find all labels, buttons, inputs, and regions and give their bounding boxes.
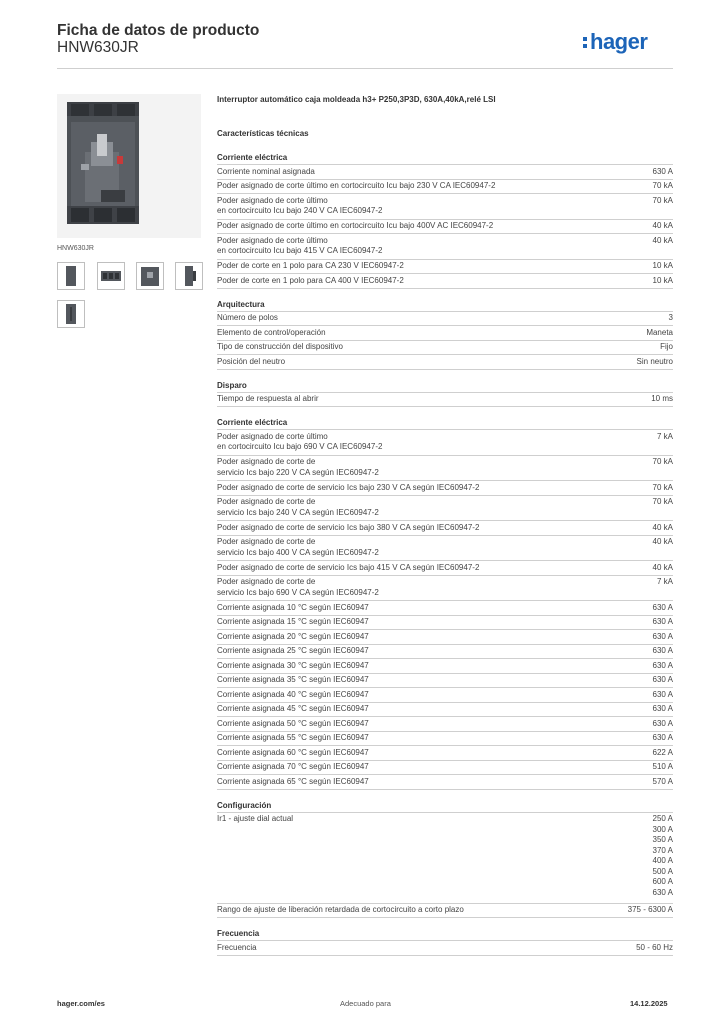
spec-label: Poder asignado de corte último en cortocircuito Icu bajo 415 V CA IEC60947-2	[217, 235, 383, 255]
spec-value: 510 A	[652, 762, 673, 771]
spec-label: Corriente asignada 10 °C según IEC60947	[217, 602, 369, 612]
spec-label: Poder asignado de corte último en cortocircuito Icu bajo 690 V CA IEC60947-2	[217, 431, 383, 451]
spec-value: 70 kA	[652, 457, 673, 466]
spec-label: Corriente asignada 55 °C según IEC60947	[217, 733, 369, 742]
spec-label: Poder asignado de corte último en cortocircuito Icu bajo 230 V CA IEC60947-2	[217, 181, 496, 190]
spec-label: Poder asignado de corte de servicio Ics bajo 415 V CA según IEC60947-2	[217, 562, 480, 572]
section-title: Corriente eléctrica	[217, 417, 673, 430]
spec-label: Tipo de construcción del dispositivo	[217, 342, 343, 351]
logo-dots-icon	[583, 37, 587, 48]
photo-caption: HNW630JR	[57, 245, 94, 252]
spec-value: 630 A	[652, 689, 673, 699]
spec-row	[217, 659, 673, 674]
spec-row	[217, 430, 673, 456]
spec-row	[217, 576, 673, 602]
spec-label: Corriente asignada 15 °C según IEC60947	[217, 617, 369, 626]
spec-row	[217, 355, 673, 370]
spec-row	[217, 481, 673, 496]
spec-value: 375 - 6300 A	[627, 905, 673, 914]
spec-value: 40 kA	[652, 522, 673, 532]
spec-section	[217, 380, 673, 408]
spec-row	[217, 220, 673, 235]
thumbnail-back[interactable]	[57, 300, 85, 328]
spec-value: 250 A 300 A 350 A 370 A 400 A 500 A 600 A 630 A	[652, 814, 673, 897]
spec-value: 570 A	[652, 776, 673, 786]
thumbnail-side-angle[interactable]	[175, 262, 203, 290]
logo-text: hager	[590, 29, 648, 54]
spec-label: Poder asignado de corte último en cortocircuito Icu bajo 400V AC IEC60947-2	[217, 221, 494, 230]
spec-value: 70 kA	[652, 497, 673, 506]
spec-value: 70 kA	[652, 482, 673, 492]
spec-value: Sin neutro	[636, 356, 673, 366]
spec-label: Poder de corte en 1 polo para CA 400 V IEC60947-2	[217, 275, 404, 285]
spec-row	[217, 688, 673, 703]
spec-row	[217, 165, 673, 180]
spec-label: Frecuencia	[217, 942, 257, 952]
spec-label: Poder asignado de corte de servicio Ics bajo 380 V CA según IEC60947-2	[217, 522, 480, 532]
spec-row	[217, 703, 673, 718]
spec-section	[217, 417, 673, 790]
spec-row	[217, 630, 673, 645]
section-title: Arquitectura	[217, 299, 673, 312]
spec-value: 630 A	[652, 733, 673, 742]
spec-label: Corriente asignada 40 °C según IEC60947	[217, 689, 369, 699]
spec-row	[217, 496, 673, 522]
spec-label: Elemento de control/operación	[217, 327, 326, 337]
spec-row	[217, 561, 673, 576]
spec-row	[217, 194, 673, 220]
spec-value: 7 kA	[656, 431, 673, 441]
spec-row	[217, 234, 673, 260]
spec-label: Corriente asignada 50 °C según IEC60947	[217, 718, 369, 728]
spec-value: 10 ms	[651, 394, 673, 403]
spec-section	[217, 299, 673, 370]
spec-value: 70 kA	[652, 195, 673, 205]
spec-section	[217, 152, 673, 289]
spec-value: 630 A	[652, 660, 673, 670]
spec-row	[217, 941, 673, 956]
spec-value: Fijo	[660, 342, 673, 351]
spec-label: Número de polos	[217, 313, 278, 322]
thumbnail-side[interactable]	[57, 262, 85, 290]
spec-content	[217, 94, 673, 956]
spec-label: Tiempo de respuesta al abrir	[217, 394, 319, 403]
thumbnail-front[interactable]	[136, 262, 164, 290]
spec-label: Poder asignado de corte de servicio Ics bajo 220 V CA según IEC60947-2	[217, 457, 379, 477]
thumbnail-top[interactable]	[97, 262, 125, 290]
spec-value: Maneta	[646, 327, 673, 337]
spec-row	[217, 645, 673, 660]
spec-row	[217, 326, 673, 341]
spec-label: Ir1 - ajuste dial actual	[217, 814, 294, 823]
spec-row	[217, 775, 673, 790]
section-title: Disparo	[217, 380, 673, 393]
spec-section	[217, 800, 673, 919]
spec-sections	[217, 152, 673, 956]
header-divider	[57, 68, 673, 69]
spec-row	[217, 674, 673, 689]
spec-label: Poder asignado de corte de servicio Ics bajo 690 V CA según IEC60947-2	[217, 577, 379, 597]
spec-label: Corriente asignada 20 °C según IEC60947	[217, 631, 369, 641]
spec-row	[217, 717, 673, 732]
spec-row	[217, 746, 673, 761]
spec-value: 3	[668, 313, 673, 322]
spec-row	[217, 341, 673, 356]
spec-label: Rango de ajuste de liberación retardada de cortocircuito a corto plazo	[217, 905, 464, 914]
section-title: Corriente eléctrica	[217, 152, 673, 165]
spec-row	[217, 521, 673, 536]
spec-label: Corriente asignada 45 °C según IEC60947	[217, 704, 369, 713]
spec-value: 10 kA	[652, 261, 673, 270]
section-title: Configuración	[217, 800, 673, 813]
product-photo	[57, 94, 201, 238]
spec-value: 622 A	[652, 747, 673, 757]
spec-value: 630 A	[652, 602, 673, 612]
spec-value: 40 kA	[652, 235, 673, 245]
technical-characteristics-title: Características técnicas	[217, 129, 309, 138]
spec-label: Corriente asignada 60 °C según IEC60947	[217, 747, 369, 757]
spec-label: Posición del neutro	[217, 356, 286, 366]
footer-date: 14.12.2025	[630, 999, 668, 1008]
spec-value: 7 kA	[656, 577, 673, 586]
spec-row	[217, 616, 673, 631]
section-title: Frecuencia	[217, 928, 673, 941]
spec-row	[217, 536, 673, 562]
spec-value: 630 A	[652, 166, 673, 176]
spec-label: Poder asignado de corte último en cortocircuito Icu bajo 240 V CA IEC60947-2	[217, 195, 383, 215]
spec-label: Corriente asignada 30 °C según IEC60947	[217, 660, 369, 670]
spec-label: Poder de corte en 1 polo para CA 230 V IEC60947-2	[217, 261, 404, 270]
spec-row	[217, 813, 673, 904]
product-description: Interruptor automático caja moldeada h3+ P250,3P3D, 630A,40kA,relé LSI	[217, 95, 496, 104]
spec-value: 10 kA	[652, 275, 673, 285]
spec-label: Corriente asignada 65 °C según IEC60947	[217, 776, 369, 786]
spec-value: 630 A	[652, 617, 673, 626]
spec-label: Poder asignado de corte de servicio Ics bajo 230 V CA según IEC60947-2	[217, 482, 480, 492]
spec-row	[217, 274, 673, 289]
spec-row	[217, 732, 673, 747]
spec-value: 630 A	[652, 631, 673, 641]
spec-label: Corriente asignada 35 °C según IEC60947	[217, 675, 369, 684]
footer-website: hager.com/es	[57, 999, 105, 1008]
spec-value: 630 A	[652, 646, 673, 655]
spec-value: 630 A	[652, 675, 673, 684]
spec-value: 630 A	[652, 704, 673, 713]
spec-value: 40 kA	[652, 221, 673, 230]
spec-value: 630 A	[652, 718, 673, 728]
spec-row	[217, 312, 673, 327]
spec-value: 40 kA	[652, 537, 673, 546]
hager-logo	[590, 29, 647, 55]
spec-row	[217, 761, 673, 776]
product-code: HNW630JR	[57, 39, 139, 56]
spec-row	[217, 393, 673, 408]
spec-label: Corriente asignada 70 °C según IEC60947	[217, 762, 369, 771]
footer-suitable-for: Adecuado para	[340, 999, 391, 1008]
spec-section	[217, 928, 673, 956]
spec-row	[217, 601, 673, 616]
spec-row	[217, 180, 673, 195]
spec-row	[217, 260, 673, 275]
spec-label: Corriente asignada 25 °C según IEC60947	[217, 646, 369, 655]
spec-label: Poder asignado de corte de servicio Ics bajo 400 V CA según IEC60947-2	[217, 537, 379, 557]
page-title: Ficha de datos de producto	[57, 22, 260, 39]
spec-label: Corriente nominal asignada	[217, 166, 315, 176]
spec-row	[217, 904, 673, 919]
spec-value: 40 kA	[652, 562, 673, 572]
spec-value: 70 kA	[652, 181, 673, 190]
spec-row	[217, 456, 673, 482]
spec-label: Poder asignado de corte de servicio Ics bajo 240 V CA según IEC60947-2	[217, 497, 379, 517]
spec-value: 50 - 60 Hz	[636, 942, 673, 952]
